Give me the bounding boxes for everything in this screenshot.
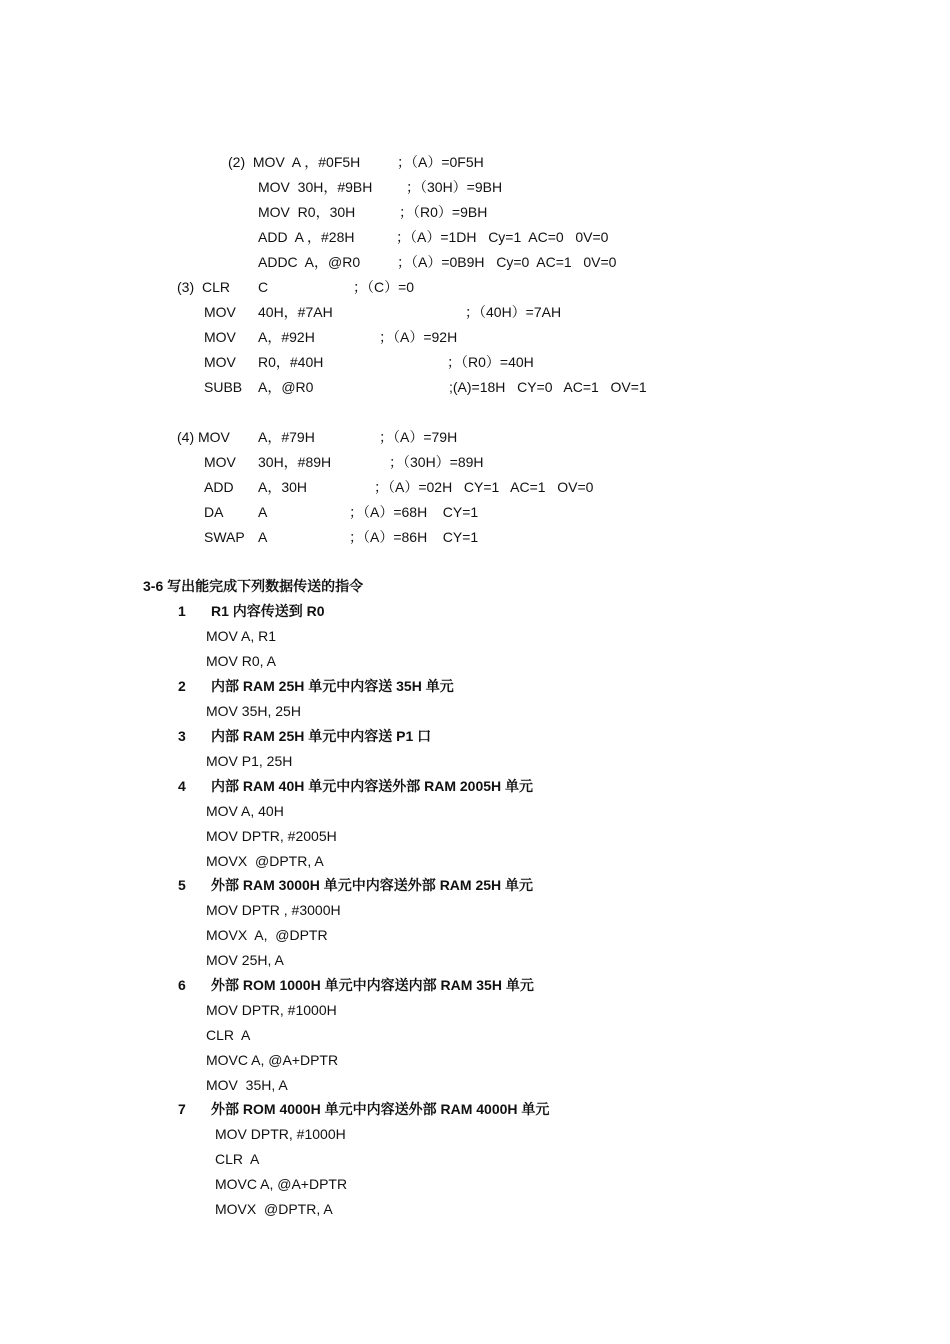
code-line: MOV 25H, A <box>206 952 284 968</box>
item-title: 内部 RAM 40H 单元中内容送外部 RAM 2005H 单元 <box>211 778 534 794</box>
p2-l3-comment: ；（R0）=9BH <box>399 204 488 220</box>
p3-l5-comment: ;(A)=18H CY=0 AC=1 OV=1 <box>449 379 647 395</box>
item-number: 1 <box>178 603 186 619</box>
p3-l1-arg: C <box>258 279 269 295</box>
code-line: MOV DPTR , #3000H <box>206 902 341 918</box>
item-title: 外部 ROM 1000H 单元中内容送内部 RAM 35H 单元 <box>211 977 534 993</box>
p3-l2-comment: ；（40H）=7AH <box>465 304 562 320</box>
item-title: 外部 ROM 4000H 单元中内容送外部 RAM 4000H 单元 <box>211 1101 550 1117</box>
p4-l3-op: ADD <box>204 479 234 495</box>
p3-l4-arg: R0，#40H <box>258 354 324 370</box>
p4-l5-arg: A <box>258 529 268 545</box>
code-line: MOV 35H, 25H <box>206 703 301 719</box>
code-line: MOV R0, A <box>206 653 277 669</box>
item-number: 6 <box>178 977 186 993</box>
item-number: 5 <box>178 877 186 893</box>
p3-l3-arg: A，#92H <box>258 329 315 345</box>
item-title: 内部 RAM 25H 单元中内容送 35H 单元 <box>211 678 454 694</box>
code-line: CLR A <box>215 1151 260 1167</box>
item-title: 外部 RAM 3000H 单元中内容送外部 RAM 25H 单元 <box>211 877 534 893</box>
p4-l4-comment: ；（A）=68H CY=1 <box>349 504 479 520</box>
p2-l1-comment: ；（A）=0F5H <box>397 154 484 170</box>
p4-l1-label-op: (4) MOV <box>177 429 230 445</box>
p4-l3-comment: ；（A）=02H CY=1 AC=1 OV=0 <box>374 479 594 495</box>
p3-l4-comment: ；（R0）=40H <box>447 354 534 370</box>
p3-l1-op: CLR <box>202 279 231 295</box>
code-line: MOV DPTR, #2005H <box>206 828 337 844</box>
p3-l5-op: SUBB <box>204 379 243 395</box>
p2-l5-code: ADDC A，@R0 <box>258 254 361 270</box>
code-line: MOVC A, @A+DPTR <box>206 1052 339 1068</box>
code-line: MOV A, R1 <box>206 628 277 644</box>
item-number: 3 <box>178 728 186 744</box>
p3-l2-op: MOV <box>204 304 236 320</box>
p4-l5-op: SWAP <box>204 529 245 545</box>
p4-l2-arg: 30H，#89H <box>258 454 332 470</box>
code-line: MOV 35H, A <box>206 1077 288 1093</box>
p3-l1-comment: ；（C）=0 <box>353 279 415 295</box>
code-line: MOVX A, @DPTR <box>206 927 328 943</box>
p3-l5-arg: A，@R0 <box>258 379 314 395</box>
p2-l4-comment: ；（A）=1DH Cy=1 AC=0 0V=0 <box>396 229 609 245</box>
item-number: 2 <box>178 678 186 694</box>
code-line: MOV A, 40H <box>206 803 284 819</box>
item-title: 内部 RAM 25H 单元中内容送 P1 口 <box>211 728 432 744</box>
p4-l3-arg: A，30H <box>258 479 308 495</box>
p3-l2-arg: 40H，#7AH <box>258 304 333 320</box>
p2-l2-code: MOV 30H，#9BH <box>258 179 373 195</box>
code-line: CLR A <box>206 1027 251 1043</box>
code-line: MOVX @DPTR, A <box>206 853 324 869</box>
code-line: MOV P1, 25H <box>206 753 293 769</box>
p2-l3-code: MOV R0，30H <box>258 204 356 220</box>
code-line: MOV DPTR, #1000H <box>206 1002 337 1018</box>
section-heading: 3-6 写出能完成下列数据传送的指令 <box>143 578 364 594</box>
p4-l4-op: DA <box>204 504 224 520</box>
p4-l5-comment: ；（A）=86H CY=1 <box>349 529 479 545</box>
p4-l1-arg: A，#79H <box>258 429 315 445</box>
p2-l2-comment: ；（30H）=9BH <box>406 179 503 195</box>
item-number: 7 <box>178 1101 186 1117</box>
p3-label: (3) <box>177 279 195 295</box>
p4-l4-arg: A <box>258 504 268 520</box>
p3-l3-comment: ；（A）=92H <box>379 329 458 345</box>
code-line: MOVC A, @A+DPTR <box>215 1176 348 1192</box>
code-line: MOVX @DPTR, A <box>215 1201 333 1217</box>
p4-l2-op: MOV <box>204 454 236 470</box>
p3-l4-op: MOV <box>204 354 236 370</box>
p2-l1-code: (2) MOV A ，#0F5H <box>228 154 361 170</box>
p4-l1-comment: ；（A）=79H <box>379 429 458 445</box>
p3-l3-op: MOV <box>204 329 236 345</box>
item-number: 4 <box>178 778 186 794</box>
code-line: MOV DPTR, #1000H <box>215 1126 346 1142</box>
p4-l2-comment: ；（30H）=89H <box>389 454 484 470</box>
p2-l4-code: ADD A ，#28H <box>258 229 355 245</box>
p2-l5-comment: ；（A）=0B9H Cy=0 AC=1 0V=0 <box>397 254 617 270</box>
item-title: R1 内容传送到 R0 <box>211 603 325 619</box>
